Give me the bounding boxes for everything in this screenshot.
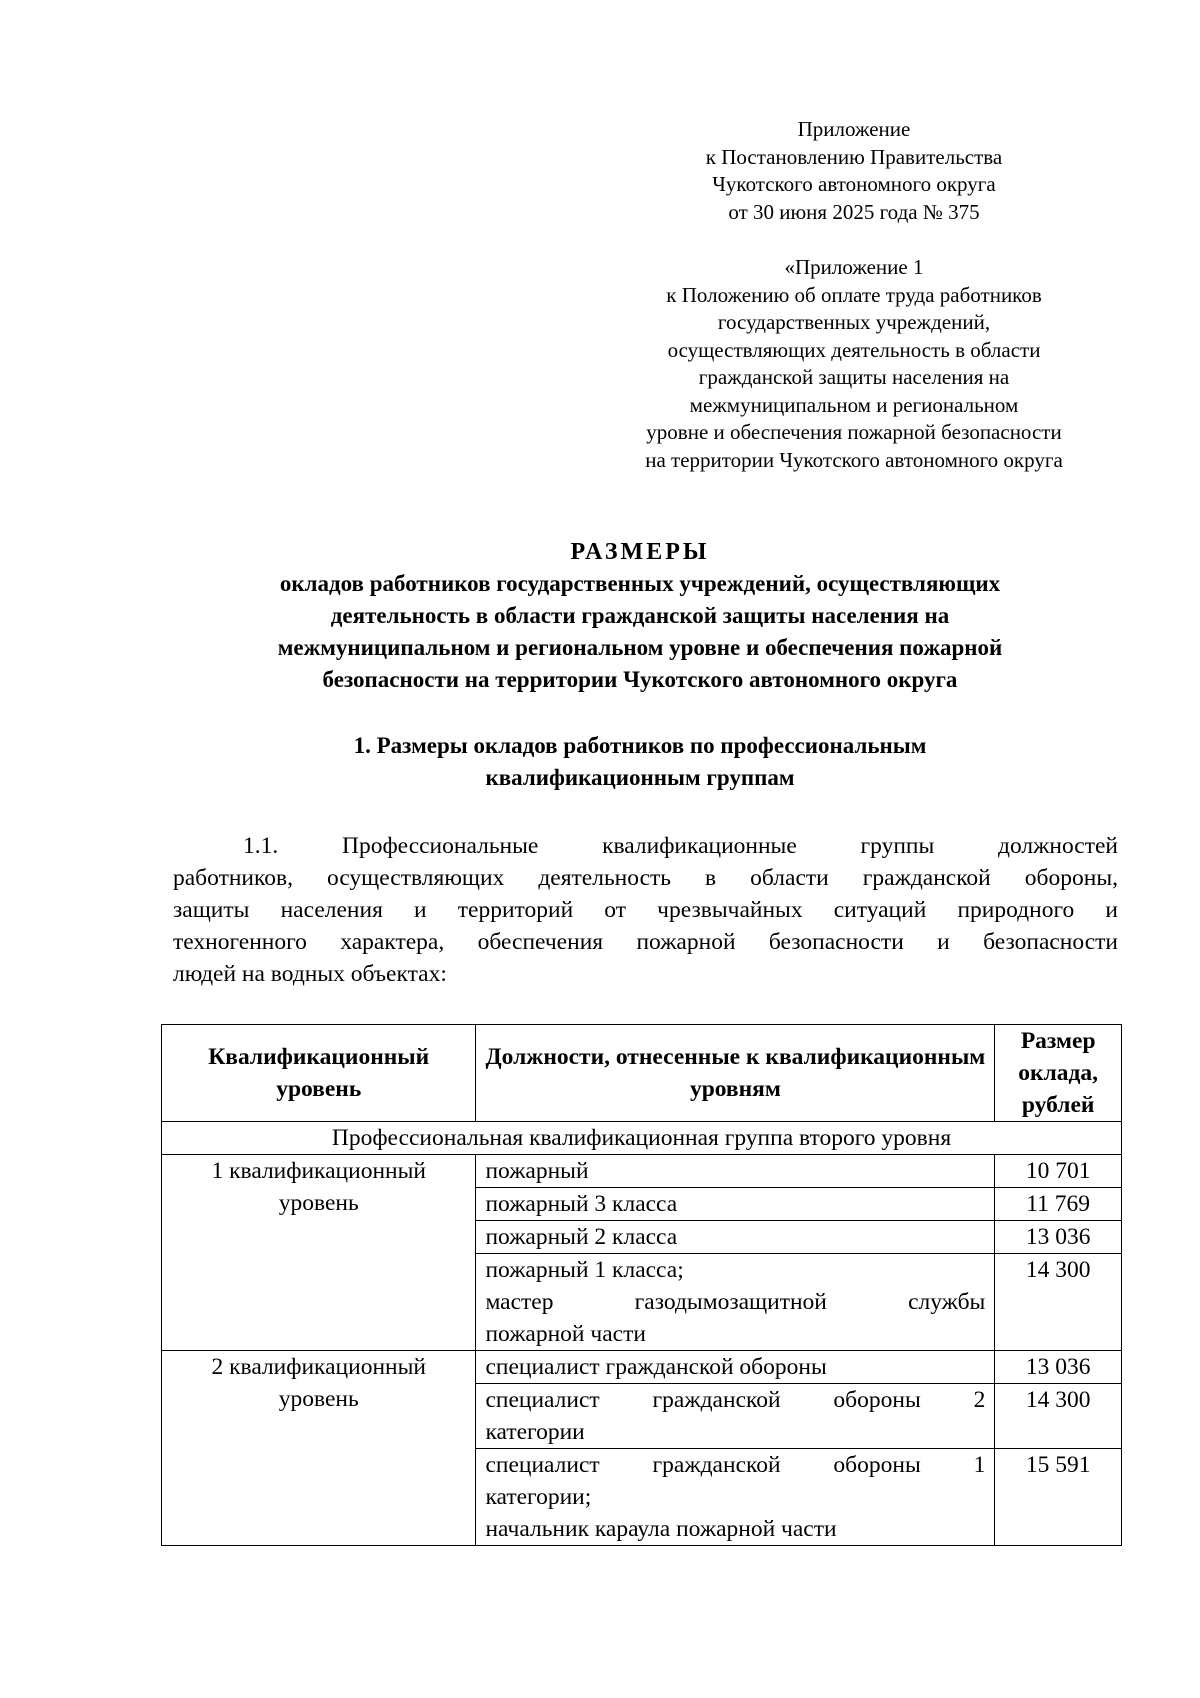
- header-salary: Размер оклада, рублей: [995, 1025, 1122, 1122]
- paragraph-line: защиты населения и территорий от чрезвычайных ситуаций природного и: [173, 897, 1118, 923]
- salary-cell: 14 300: [995, 1254, 1122, 1351]
- table-header-row: [162, 1025, 1122, 1122]
- level-cell: 2 квалификационный уровень: [162, 1351, 476, 1546]
- table-row: [162, 1155, 1122, 1188]
- document-title: [140, 536, 1140, 568]
- document-title-main: РАЗМЕРЫ: [570, 539, 710, 565]
- header-positions: Должности, отнесенные к квалификационным уровням: [476, 1025, 995, 1122]
- position-line: категории;: [485, 1484, 592, 1510]
- appendix-header-line: от 30 июня 2025 года № 375: [728, 199, 980, 224]
- appendix-1-header: [614, 254, 1094, 474]
- document-subtitle-line: окладов работников государственных учреждений, осуществляющих: [279, 571, 1001, 596]
- position-cell: пожарный: [476, 1155, 995, 1188]
- document-subtitle: [140, 568, 1140, 696]
- paragraph-line: 1.1. Профессиональные квалификационные группы должностей: [243, 833, 1118, 859]
- position-line: категории: [485, 1419, 585, 1445]
- level-cell: 1 квалификационный уровень: [162, 1155, 476, 1351]
- position-cell: пожарный 3 класса: [476, 1188, 995, 1221]
- appendix-1-header-line: к Положению об оплате труда работников: [666, 282, 1042, 307]
- position-cell: специалист гражданской обороны: [476, 1351, 995, 1384]
- document-subtitle-line: межмуниципальном и региональном уровне и обеспечения пожарной: [277, 635, 1003, 660]
- appendix-1-header-line: осуществляющих деятельность в области: [667, 337, 1041, 362]
- salary-cell: 11 769: [995, 1188, 1122, 1221]
- position-line: пожарной части: [485, 1321, 646, 1347]
- appendix-header-line: Приложение: [797, 117, 911, 141]
- appendix-1-header-line: уровне и обеспечения пожарной безопасности: [646, 420, 1062, 444]
- section-paragraph: [173, 830, 1118, 990]
- paragraph-line: работников, осуществляющих деятельность в области гражданской обороны,: [173, 865, 1118, 891]
- salary-cell: 10 701: [995, 1155, 1122, 1188]
- position-cell: [476, 1254, 995, 1351]
- paragraph-line: людей на водных объектах:: [173, 961, 447, 987]
- position-cell: [476, 1384, 995, 1449]
- salary-table: [161, 1024, 1122, 1546]
- position-line: специалист гражданской обороны 1: [485, 1452, 986, 1478]
- section-heading-line: квалификационным группам: [485, 765, 795, 790]
- group-title: Профессиональная квалификационная группа второго уровня: [162, 1122, 1122, 1155]
- position-line: пожарный 1 класса;: [485, 1257, 684, 1283]
- appendix-header: [614, 116, 1094, 226]
- position-line: специалист гражданской обороны 2: [485, 1387, 986, 1413]
- section-heading: [140, 730, 1140, 794]
- position-cell: пожарный 2 класса: [476, 1221, 995, 1254]
- appendix-1-header-line: на территории Чукотского автономного округа: [645, 447, 1063, 472]
- salary-cell: 14 300: [995, 1384, 1122, 1449]
- position-cell: [476, 1449, 995, 1546]
- salary-cell: 13 036: [995, 1221, 1122, 1254]
- header-level: Квалификационный уровень: [162, 1025, 476, 1122]
- appendix-1-header-line: государственных учреждений,: [717, 310, 991, 334]
- group-title-row: [162, 1122, 1122, 1155]
- appendix-header-line: Чукотского автономного округа: [712, 172, 996, 196]
- paragraph-line: техногенного характера, обеспечения пожарной безопасности и безопасности: [173, 929, 1118, 955]
- position-line: мастер газодымозащитной службы: [485, 1289, 986, 1315]
- salary-cell: 13 036: [995, 1351, 1122, 1384]
- appendix-header-line: к Постановлению Правительства: [705, 144, 1003, 169]
- salary-cell: 15 591: [995, 1449, 1122, 1546]
- table-row: [162, 1351, 1122, 1384]
- appendix-1-header-line: «Приложение 1: [784, 255, 924, 279]
- document-subtitle-line: деятельность в области гражданской защиты населения на: [330, 603, 950, 628]
- position-line: начальник караула пожарной части: [485, 1516, 837, 1542]
- appendix-1-header-line: межмуниципальном и региональном: [689, 392, 1019, 417]
- section-heading-line: 1. Размеры окладов работников по профессиональным: [353, 733, 927, 758]
- appendix-1-header-line: гражданской защиты населения на: [698, 365, 1010, 389]
- document-subtitle-line: безопасности на территории Чукотского автономного округа: [322, 667, 958, 692]
